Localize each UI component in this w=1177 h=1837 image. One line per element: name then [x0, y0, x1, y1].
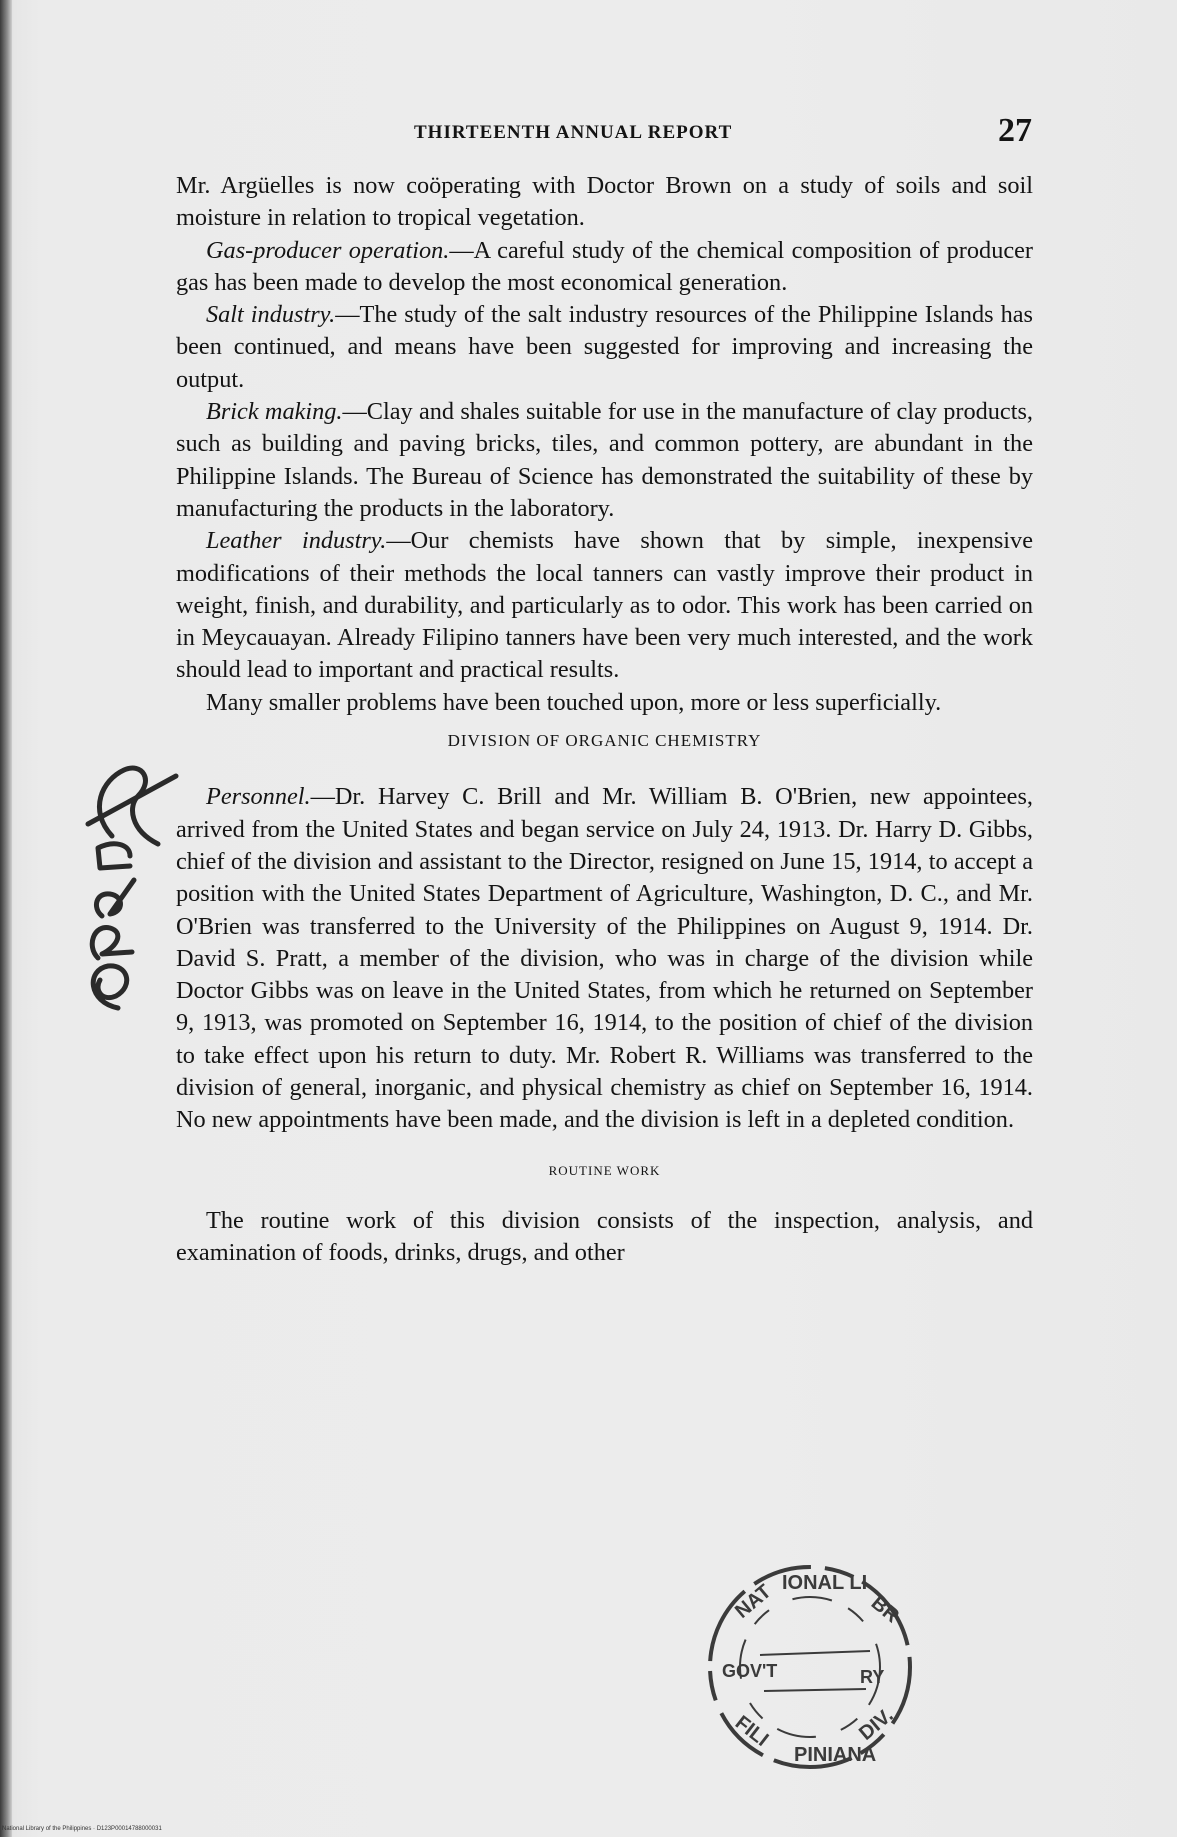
- paragraph-salt-industry-text: —The study of the salt industry resources of the Philippine Islands has been continued, and means have been suggested for improving and increasing the output.: [176, 301, 1034, 393]
- run-in-heading-salt-industry: Salt industry.: [206, 301, 336, 329]
- paragraph-soils: Mr. Argüelles is now coöperating with Doctor Brown on a study of soils and soil moisture in relation to tropical vegetation.: [176, 172, 1033, 232]
- body-text: [176, 170, 1033, 1270]
- handwritten-accession-number: [58, 740, 198, 1020]
- running-title: THIRTEENTH ANNUAL REPORT: [414, 122, 733, 143]
- run-in-heading-brick-making: Brick making.: [206, 398, 343, 426]
- book-spine-edge: [0, 0, 12, 1837]
- svg-text:DIV.: DIV.: [855, 1704, 898, 1745]
- subsection-heading-routine-work: ROUTINE WORK: [548, 1162, 661, 1178]
- svg-text:RY: RY: [860, 1667, 885, 1687]
- running-head: [178, 112, 1032, 158]
- paragraph-brick-making-text: —Clay and shales suitable for use in the manufacture of clay products, such as building and paving bricks, tiles, and common pottery, are abundant in the Philippine Islands. The Bureau of Science has demonstrated the suitability of these by manufacturing the products in the laboratory.: [176, 398, 1033, 522]
- svg-text:GOV'T: GOV'T: [722, 1661, 778, 1681]
- paragraph-personnel: [176, 781, 1033, 1136]
- paragraph-gas-producer-text: —A careful study of the chemical composition of producer gas has been made to develop the most economical generation.: [176, 236, 1033, 296]
- paragraph-personnel-text: —Dr. Harvey C. Brill and Mr. William B. O'Brien, new appointees, arrived from the United States and began service on July 24, 1913. Dr. Harry D. Gibbs, chief of the division and assistant to the Director, resigned on June 15, 1914, to accept a position with the United States Department of Agriculture, Washington, D. C., and Mr. O'Brien was transferred to the University of the Philippines on August 9, 1914. Dr. David S. Pratt, a member of the division, who was in charge of the division while Doctor Gibbs was on leave in the United States, from which he returned on September 9, 1913, was promoted on September 16, 1914, to the position of chief of the division to take effect upon his return to duty. Mr. Robert R. Williams was transferred to the division of general, inorganic, and physical chemistry as chief on September 16, 1914. No new appointments have been made, and the division is left in a depleted condition.: [176, 783, 1033, 1134]
- scan-credit: National Library of the Philippines · D123P00014788000031: [2, 1826, 162, 1832]
- run-in-heading-leather-industry: Leather industry.: [206, 527, 387, 555]
- section-heading-organic-chemistry: DIVISION OF ORGANIC CHEMISTRY: [447, 731, 762, 751]
- paragraph-leather-industry-text: —Our chemists have shown that by simple, inexpensive modifications of their methods the local tanners can vastly improve their product in weight, finish, and durability, and particularly as to odor. This work has been carried on in Meycauayan. Already Filipino tanners have been very much interested, and the work should lead to important and practical results.: [176, 527, 1033, 684]
- svg-text:IONAL LI: IONAL LI: [782, 1572, 868, 1594]
- svg-text:NAT: NAT: [731, 1580, 776, 1623]
- paragraph-smaller-problems: Many smaller problems have been touched upon, more or less superficially.: [206, 688, 942, 716]
- paragraph-salt-industry: [176, 299, 1033, 396]
- paragraph-brick-making: [176, 396, 1033, 525]
- page-number: 27: [998, 112, 1032, 149]
- svg-text:FILI: FILI: [730, 1711, 773, 1751]
- paragraph-leather-industry: [176, 525, 1033, 686]
- svg-text:BR: BR: [866, 1591, 904, 1628]
- paragraph-routine-work: The routine work of this division consists of the inspection, analysis, and examination of foods, drinks, drugs, and other: [176, 1206, 1033, 1267]
- library-stamp: [690, 1555, 930, 1780]
- run-in-heading-personnel: Personnel.: [206, 783, 311, 811]
- svg-text:PINIANA: PINIANA: [794, 1744, 877, 1766]
- run-in-heading-gas-producer: Gas-producer operation.: [206, 236, 450, 264]
- paragraph-gas-producer: [176, 235, 1033, 300]
